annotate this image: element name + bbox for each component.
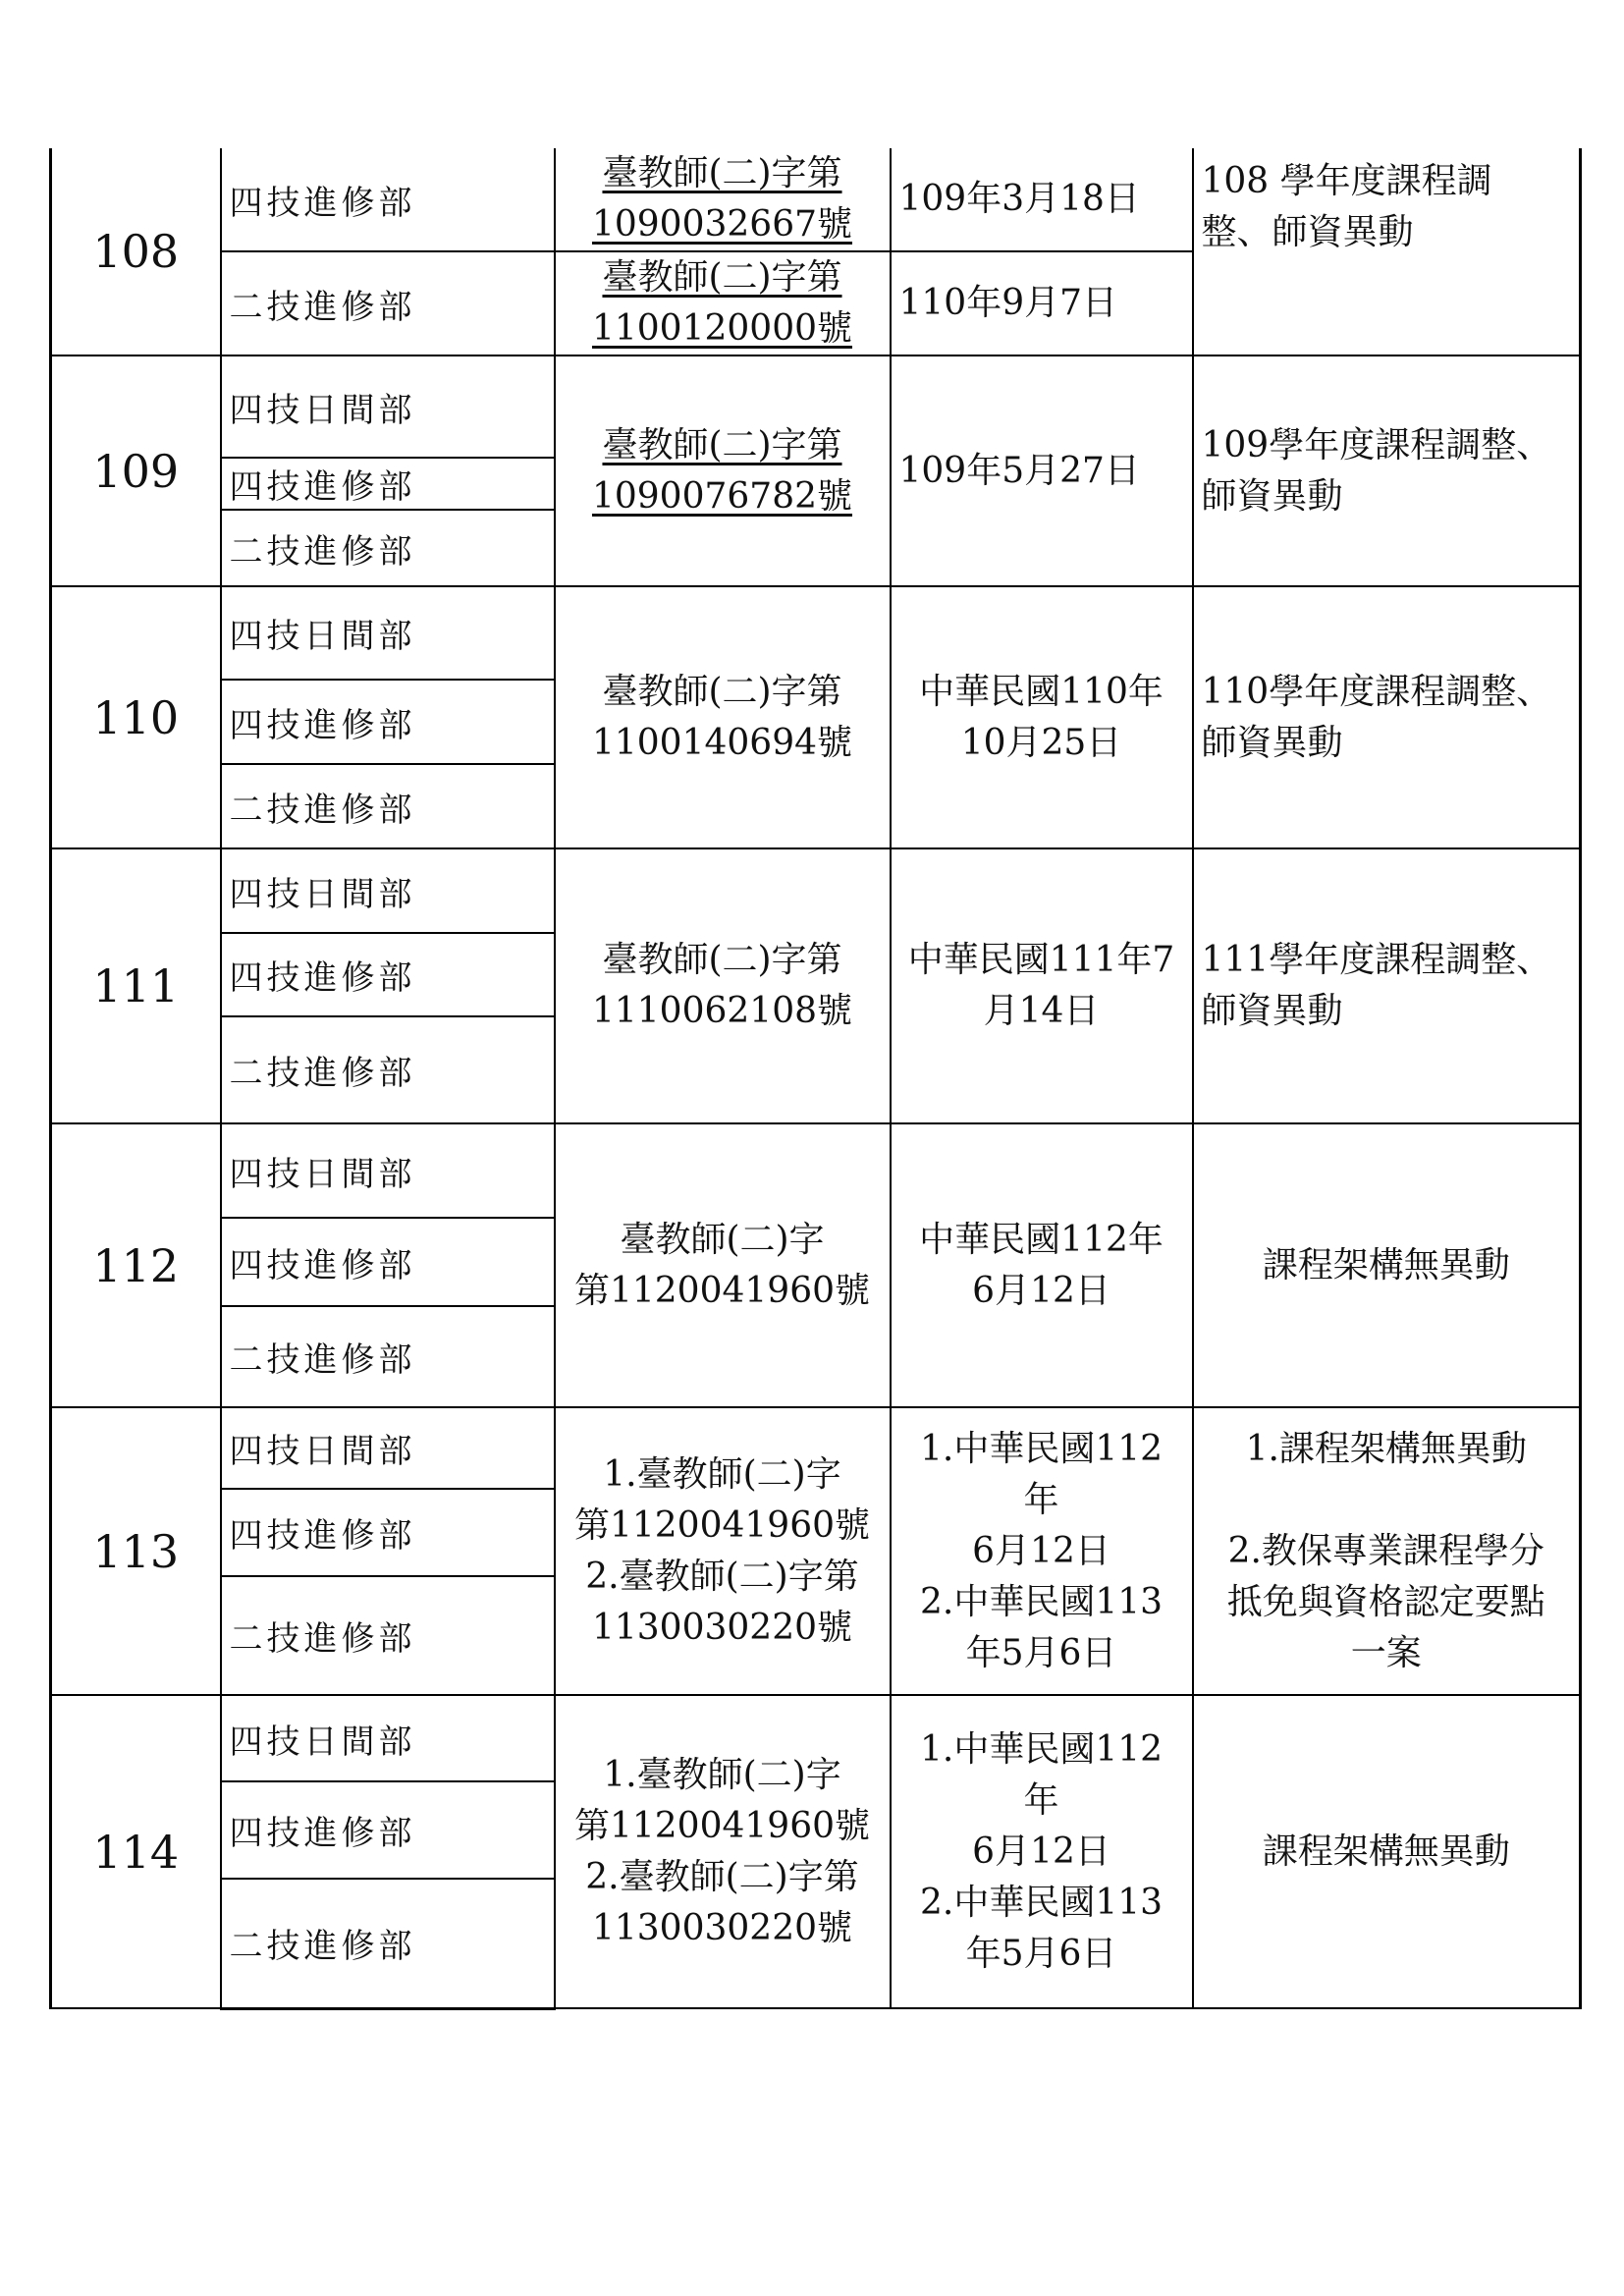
date-cell: [891, 1123, 1193, 1407]
note-line: 課程架構無異動: [1262, 1831, 1510, 1872]
year-cell: 108: [51, 148, 221, 355]
note-cell: [1193, 1123, 1581, 1407]
letter-line: 臺教師(二)字: [620, 1219, 825, 1260]
note-line: 課程架構無異動: [1262, 1244, 1510, 1285]
curriculum-approval-table: [49, 148, 1582, 2010]
table-row: [51, 586, 1581, 680]
table-row: [51, 1407, 1581, 1489]
date-line: 年: [1023, 1479, 1059, 1520]
date-line: 中華民國111年7: [907, 940, 1175, 980]
date-line: 2.中華民國113: [919, 1581, 1164, 1622]
note-line: 師資異動: [1201, 722, 1343, 763]
year-cell: 112: [51, 1123, 221, 1407]
dept-cell: 四技進修部: [221, 680, 555, 764]
dept-cell: 四技日間部: [221, 1407, 555, 1489]
dept-cell: 二技進修部: [221, 1879, 555, 2008]
note-cell: [1193, 586, 1581, 848]
note-line: 2.教保專業課程學分: [1227, 1530, 1544, 1571]
dept-cell: 四技日間部: [221, 355, 555, 458]
letter-line: 1130030220號: [591, 1607, 853, 1648]
year-cell: 110: [51, 586, 221, 848]
dept-cell: 四技日間部: [221, 1695, 555, 1781]
date-cell: [891, 848, 1193, 1123]
dept-cell: 二技進修部: [221, 1016, 555, 1123]
dept-cell: 四技進修部: [221, 933, 555, 1016]
note-line: 108 學年度課程調: [1201, 161, 1492, 201]
date-line: 年5月6日: [965, 1933, 1117, 1974]
letter-cell: [555, 148, 891, 251]
letter-line: 1100140694號: [591, 722, 853, 763]
letter-line: 1090032667號: [591, 204, 853, 245]
letter-cell: [555, 1407, 891, 1695]
note-line: [1202, 1475, 1572, 1526]
note-line: 1.課程架構無異動: [1245, 1428, 1527, 1469]
table-row: [51, 1695, 1581, 1781]
date-line: 中華民國110年: [919, 671, 1164, 712]
date-line: 10月25日: [960, 722, 1122, 763]
note-line: 抵免與資格認定要點: [1226, 1581, 1545, 1622]
dept-cell: 四技日間部: [221, 1123, 555, 1218]
dept-cell: 四技進修部: [221, 458, 555, 510]
note-cell: [1193, 848, 1581, 1123]
dept-cell: 四技日間部: [221, 586, 555, 680]
letter-line: 臺教師(二)字第: [602, 153, 842, 193]
date-line: 1.中華民國112: [919, 1428, 1164, 1469]
year-cell: 111: [51, 848, 221, 1123]
letter-line: 臺教師(二)字第: [602, 424, 842, 465]
letter-line: 2.臺教師(二)字第: [585, 1556, 859, 1597]
date-cell: [891, 1407, 1193, 1695]
note-line: 111學年度課程調整、: [1201, 940, 1552, 980]
dept-cell: 四技日間部: [221, 848, 555, 933]
letter-line: 1.臺教師(二)字: [603, 1453, 841, 1495]
table-row: [51, 1123, 1581, 1218]
letter-cell: [555, 586, 891, 848]
note-line: 一案: [1350, 1632, 1422, 1673]
dept-cell: 二技進修部: [221, 764, 555, 848]
letter-line: 1130030220號: [591, 1907, 853, 1948]
date-line: 6月12日: [972, 1270, 1110, 1311]
dept-cell: 四技進修部: [221, 1218, 555, 1306]
date-line: 2.中華民國113: [919, 1882, 1164, 1923]
date-cell: 109年3月18日: [891, 148, 1193, 251]
letter-line: 1.臺教師(二)字: [603, 1754, 841, 1795]
dept-cell: 二技進修部: [221, 1306, 555, 1407]
note-cell: [1193, 1407, 1581, 1695]
dept-cell: 四技進修部: [221, 148, 555, 251]
note-line: 師資異動: [1201, 991, 1343, 1031]
date-cell: [891, 1695, 1193, 2008]
date-cell: 110年9月7日: [891, 251, 1193, 355]
date-line: 6月12日: [972, 1530, 1110, 1571]
dept-cell: 二技進修部: [221, 251, 555, 355]
note-line: 整、師資異動: [1201, 212, 1414, 252]
note-cell: [1193, 148, 1581, 355]
letter-line: 第1120041960號: [573, 1805, 871, 1846]
letter-line: 臺教師(二)字第: [602, 671, 842, 712]
letter-cell: [555, 251, 891, 355]
letter-line: 2.臺教師(二)字第: [585, 1856, 859, 1897]
date-line: 月14日: [983, 991, 1100, 1031]
note-cell: [1193, 1695, 1581, 2008]
year-cell: 114: [51, 1695, 221, 2008]
dept-cell: 二技進修部: [221, 510, 555, 586]
letter-cell: [555, 355, 891, 586]
note-cell: [1193, 355, 1581, 586]
letter-cell: [555, 1123, 891, 1407]
dept-cell: 二技進修部: [221, 1576, 555, 1695]
table-row: [51, 148, 1581, 251]
letter-line: 臺教師(二)字第: [602, 257, 842, 298]
date-line: 6月12日: [972, 1831, 1110, 1872]
date-line: 年: [1023, 1779, 1059, 1821]
letter-line: 1100120000號: [591, 308, 853, 349]
letter-line: 1110062108號: [591, 991, 853, 1031]
letter-line: 1090076782號: [591, 475, 853, 517]
dept-cell: 四技進修部: [221, 1781, 555, 1879]
note-line: 109學年度課程調整、: [1201, 424, 1552, 465]
date-line: 1.中華民國112: [919, 1728, 1164, 1770]
dept-cell: 四技進修部: [221, 1489, 555, 1576]
date-line: 中華民國112年: [919, 1219, 1164, 1260]
year-cell: 113: [51, 1407, 221, 1695]
letter-line: 第1120041960號: [573, 1504, 871, 1546]
letter-line: 臺教師(二)字第: [602, 940, 842, 980]
date-cell: 109年5月27日: [891, 355, 1193, 586]
year-cell: 109: [51, 355, 221, 586]
letter-line: 第1120041960號: [573, 1270, 871, 1311]
letter-cell: [555, 1695, 891, 2008]
date-cell: [891, 586, 1193, 848]
note-line: 師資異動: [1201, 475, 1343, 517]
note-line: 110學年度課程調整、: [1201, 671, 1552, 712]
table-row: [51, 848, 1581, 933]
letter-cell: [555, 848, 891, 1123]
date-line: 年5月6日: [965, 1632, 1117, 1673]
table-row: [51, 355, 1581, 458]
